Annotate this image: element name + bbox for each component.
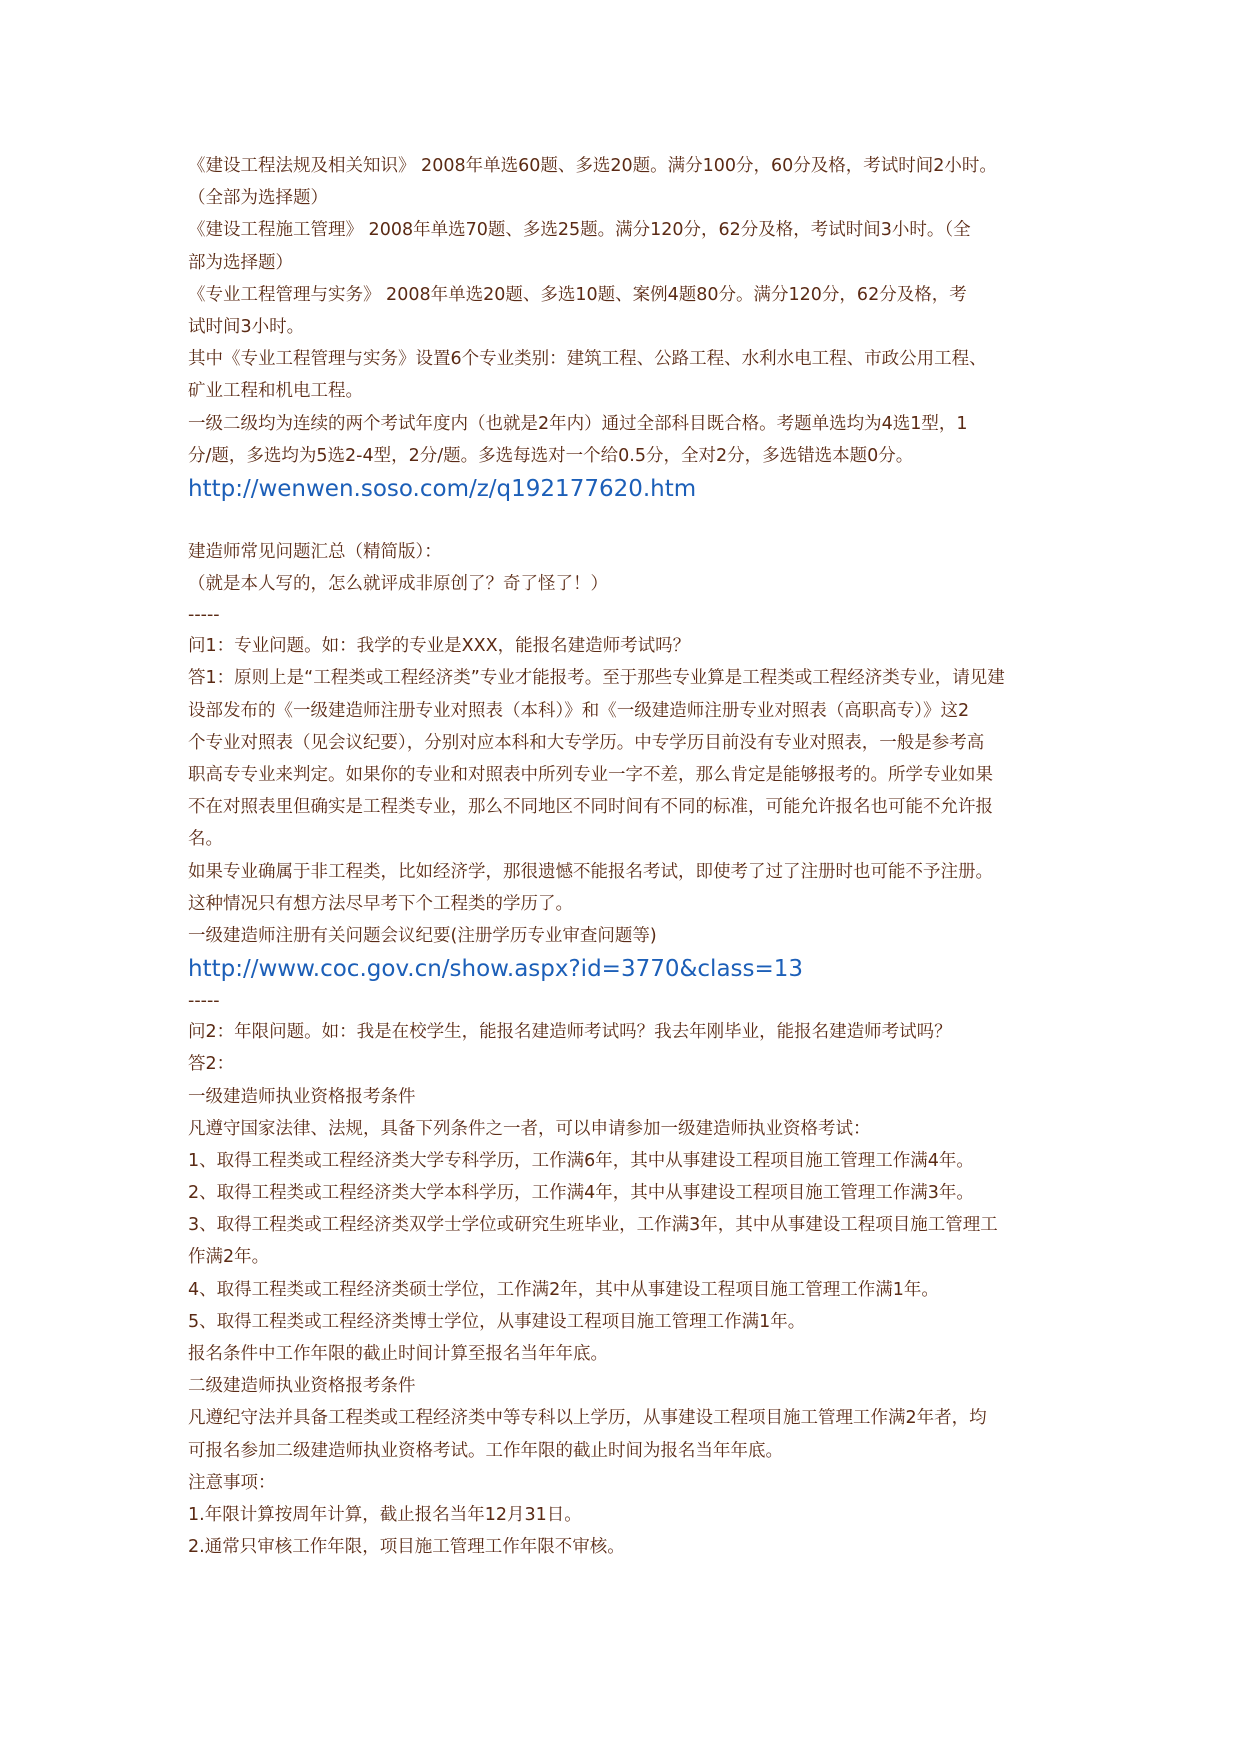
answer-2-line: 1.年限计算按周年计算，截止报名当年12月31日。: [188, 1504, 582, 1525]
soso-link[interactable]: http://wenwen.soso.com/z/q192177620.htm: [188, 475, 697, 502]
answer-1-line: 个专业对照表（见会议纪要），分别对应本科和大专学历。中专学历目前没有专业对照表，一般是参考高: [188, 732, 985, 753]
answer-2-line: 报名条件中工作年限的截止时间计算至报名当年年底。: [188, 1344, 608, 1364]
answer-2-line: 1、取得工程类或工程经济类大学专科学历，工作满6年，其中从事建设工程项目施工管理工作满4年。: [188, 1150, 974, 1171]
document-body: [188, 150, 1058, 1563]
answer-2-line: 凡遵守国家法律、法规，具备下列条件之一者，可以申请参加一级建造师执业资格考试：: [188, 1118, 871, 1139]
answer-1-line: 职高专专业来判定。如果你的专业和对照表中所列专业一字不差，那么肯定是能够报考的。所学专业如果: [188, 765, 993, 785]
answer-2-line: 2、取得工程类或工程经济类大学本科学历，工作满4年，其中从事建设工程项目施工管理工作满3年。: [188, 1183, 974, 1204]
exam-info-line: 其中《专业工程管理与实务》设置6个专业类别：建筑工程、公路工程、水利水电工程、市政公用工程、: [188, 349, 987, 370]
answer-2-line: 一级建造师执业资格报考条件: [188, 1086, 416, 1107]
answer-1-line: 答1：原则上是“工程类或工程经济类”专业才能报考。至于那些专业算是工程类或工程经济类专业，请见建: [188, 668, 1005, 689]
answer-1-line: 这种情况只有想方法尽早考下个工程类的学历了。: [188, 893, 573, 914]
answer-1-line: 设部发布的《一级建造师注册专业对照表（本科）》和《一级建造师注册专业对照表（高职高专）》这2: [188, 700, 970, 721]
exam-info-line: 《建设工程施工管理》 2008年单选70题、多选25题。满分120分，62分及格，考试时间3小时。（全: [188, 220, 971, 241]
exam-info-line: （全部为选择题）: [188, 188, 328, 209]
answer-2-line: 凡遵纪守法并具备工程类或工程经济类中等专科以上学历，从事建设工程项目施工管理工作满2年者，均: [188, 1408, 987, 1429]
answer-2-line: 5、取得工程类或工程经济类博士学位，从事建设工程项目施工管理工作满1年。: [188, 1311, 806, 1332]
separator: -----: [188, 991, 220, 1012]
faq-subtitle: （就是本人写的，怎么就评成非原创了？奇了怪了！）: [188, 574, 608, 595]
question-1: 问1：专业问题。如：我学的专业是XXX，能报名建造师考试吗？: [188, 636, 691, 657]
exam-info-line: 试时间3小时。: [188, 316, 305, 337]
answer-1-line: 不在对照表里但确实是工程类专业，那么不同地区不同时间有不同的标准，可能允许报名也可能不允许报: [188, 797, 993, 818]
answer-2-line: 二级建造师执业资格报考条件: [188, 1376, 416, 1397]
answer-2-line: 注意事项：: [188, 1472, 276, 1493]
answer-2-line: 答2：: [188, 1054, 235, 1075]
exam-info-line: 一级二级均为连续的两个考试年度内（也就是2年内）通过全部科目既合格。考题单选均为4选1型，1: [188, 413, 968, 434]
answer-1-line: 如果专业确属于非工程类，比如经济学，那很遗憾不能报名考试，即使考了过了注册时也可能不予注册。: [188, 861, 993, 882]
exam-info-line: 分/题，多选均为5选2-4型，2分/题。多选每选对一个给0.5分，全对2分，多选错选本题0分。: [188, 445, 914, 466]
exam-info-line: 《专业工程管理与实务》 2008年单选20题、多选10题、案例4题80分。满分120分，62分及格，考: [188, 284, 967, 305]
coc-link[interactable]: http://www.coc.gov.cn/show.aspx?id=3770&class=13: [188, 956, 804, 983]
separator: -----: [188, 605, 220, 626]
exam-info-line: 部为选择题）: [188, 252, 293, 273]
faq-title: 建造师常见问题汇总（精简版）：: [188, 541, 442, 562]
answer-2-line: 3、取得工程类或工程经济类双学士学位或研究生班毕业，工作满3年，其中从事建设工程项目施工管理工: [188, 1215, 998, 1236]
exam-info-line: 矿业工程和机电工程。: [188, 381, 363, 402]
exam-info-line: 《建设工程法规及相关知识》 2008年单选60题、多选20题。满分100分，60分及格，考试时间2小时。: [188, 156, 997, 176]
answer-1-line: 名。: [188, 829, 223, 850]
answer-2-line: 可报名参加二级建造师执业资格考试。工作年限的截止时间为报名当年年底。: [188, 1440, 783, 1461]
answer-2-line: 4、取得工程类或工程经济类硕士学位，工作满2年，其中从事建设工程项目施工管理工作满1年。: [188, 1279, 939, 1300]
spacer: [188, 506, 1058, 536]
question-2: 问2：年限问题。如：我是在校学生，能报名建造师考试吗？我去年刚毕业，能报名建造师考试吗？: [188, 1022, 952, 1043]
answer-2-line: 作满2年。: [188, 1247, 270, 1268]
answer-2-line: 2.通常只审核工作年限，项目施工管理工作年限不审核。: [188, 1537, 625, 1558]
answer-1-line: 一级建造师注册有关问题会议纪要(注册学历专业审查问题等): [188, 925, 657, 946]
